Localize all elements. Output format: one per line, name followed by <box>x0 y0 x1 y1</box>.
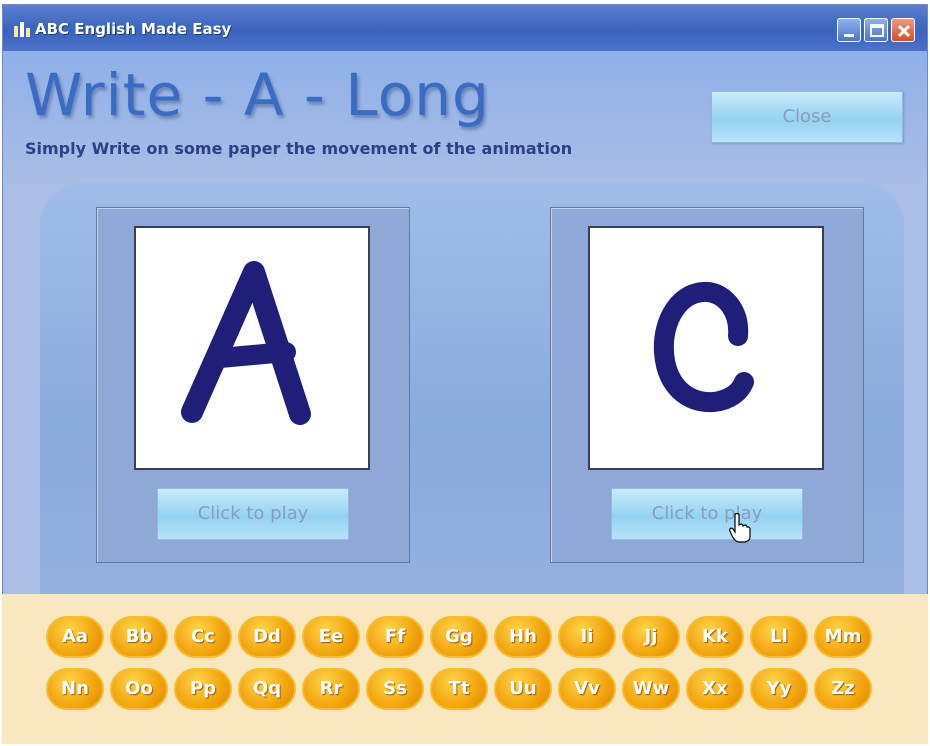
header <box>3 51 927 181</box>
page-subtitle: Simply Write on some paper the movement of the animation <box>25 139 573 158</box>
letter-row-1 <box>46 616 896 658</box>
animation-canvas-right <box>588 226 824 470</box>
letter-button-rr[interactable]: Rr <box>302 668 360 710</box>
letter-button-ww[interactable]: Ww <box>622 668 680 710</box>
letter-button-kk[interactable]: Kk <box>686 616 744 658</box>
letter-button-vv[interactable]: Vv <box>558 668 616 710</box>
letter-button-aa[interactable]: Aa <box>46 616 104 658</box>
letter-button-uu[interactable]: Uu <box>494 668 552 710</box>
letter-button-ss[interactable]: Ss <box>366 668 424 710</box>
maximize-button[interactable] <box>864 18 888 42</box>
alphabet-bar <box>2 594 928 744</box>
play-button-right[interactable]: Click to play <box>611 488 803 540</box>
letter-button-zz[interactable]: Zz <box>814 668 872 710</box>
title-bar[interactable] <box>3 5 927 51</box>
animation-canvas-left <box>134 226 370 470</box>
hand-pointer-icon <box>729 513 751 543</box>
letter-panel-right <box>550 207 864 563</box>
letter-button-gg[interactable]: Gg <box>430 616 488 658</box>
letter-button-oo[interactable]: Oo <box>110 668 168 710</box>
play-button-left[interactable]: Click to play <box>157 488 349 540</box>
letter-button-dd[interactable]: Dd <box>238 616 296 658</box>
letter-row-2 <box>46 668 896 710</box>
letter-button-ee[interactable]: Ee <box>302 616 360 658</box>
letter-button-hh[interactable]: Hh <box>494 616 552 658</box>
letter-buttons <box>46 616 896 720</box>
letter-button-ll[interactable]: Ll <box>750 616 808 658</box>
letter-button-yy[interactable]: Yy <box>750 668 808 710</box>
letter-a-drawing <box>136 228 368 468</box>
letter-button-nn[interactable]: Nn <box>46 668 104 710</box>
letter-button-ff[interactable]: Ff <box>366 616 424 658</box>
letter-panel-left <box>96 207 410 563</box>
letter-button-pp[interactable]: Pp <box>174 668 232 710</box>
close-button[interactable]: Close <box>711 91 903 143</box>
window-title: ABC English Made Easy <box>35 20 232 38</box>
letter-button-tt[interactable]: Tt <box>430 668 488 710</box>
letter-button-ii[interactable]: Ii <box>558 616 616 658</box>
letter-button-cc[interactable]: Cc <box>174 616 232 658</box>
close-icon <box>892 19 916 43</box>
letter-c-drawing <box>590 228 822 468</box>
page-title: Write - A - Long <box>25 61 490 129</box>
app-icon <box>13 20 31 38</box>
letter-button-bb[interactable]: Bb <box>110 616 168 658</box>
letter-button-xx[interactable]: Xx <box>686 668 744 710</box>
letter-button-jj[interactable]: Jj <box>622 616 680 658</box>
letter-button-qq[interactable]: Qq <box>238 668 296 710</box>
minimize-icon <box>838 19 862 43</box>
window-close-button[interactable] <box>891 18 915 42</box>
letter-button-mm[interactable]: Mm <box>814 616 872 658</box>
minimize-button[interactable] <box>837 18 861 42</box>
maximize-icon <box>865 19 889 43</box>
